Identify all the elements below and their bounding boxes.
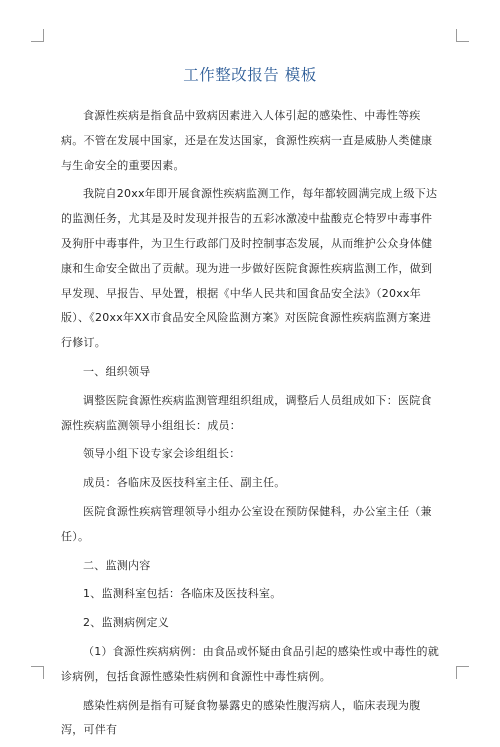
heading-organization: 一、组织领导	[83, 364, 151, 378]
paragraph-office: 医院食源性疾病管理领导小组办公室设在预防保健科，办公室主任（兼任）。	[61, 504, 432, 543]
paragraph-infectious-case: 感染性病例是指有可疑食物暴露史的感染性腹泻病人，临床表现为腹泻，可伴有	[61, 698, 421, 737]
document-body	[61, 104, 441, 747]
page-corner-mark-top-left	[31, 29, 44, 42]
paragraph-foodborne-case: （1）食源性疾病病例：由食品或怀疑由食品引起的感染性或中毒性的就诊病例，包括食源性感染性病例和食源性中毒性病例。	[61, 644, 439, 683]
paragraph-members: 成员：各临床及医技科室主任、副主任。	[83, 476, 286, 490]
page-corner-mark-bottom-right	[456, 666, 469, 679]
paragraph-intro: 食源性疾病是指食品中致病因素进入人体引起的感染性、中毒性等疾病。不管在发展中国家，还是在发达国家，食源性疾病一直是威胁人类健康与生命安全的重要因素。	[61, 109, 433, 172]
heading-monitoring-content: 二、监测内容	[83, 558, 151, 572]
page-corner-mark-top-right	[456, 29, 469, 42]
paragraph-expert-group: 领导小组下设专家会诊组组长：	[83, 447, 241, 461]
document-title: 工作整改报告 模板	[183, 66, 317, 84]
paragraph-background: 我院自20xx年即开展食源性疾病监测工作，每年都较圆满完成上级下达的监测任务，尤其是及时发现并报告的五彩冰激凌中盐酸克仑特罗中毒事件及狗肝中毒事件，为卫生行政部门及时控制事态发展，从而维护公众身体健康和生命安全做出了贡献。现为进一步做好医院食源性疾病监测工作，做到早发现、早报告、早处置，根据《中华人民共和国食品安全法》（20xx年版）、《20xx年XX市食品安全风险监测方案》对医院食源性疾病监测方案进行修订。	[61, 187, 438, 350]
paragraph-monitoring-departments: 1、监测科室包括：各临床及医技科室。	[83, 587, 282, 601]
page-corner-mark-bottom-left	[31, 666, 44, 679]
paragraph-case-definition: 2、监测病例定义	[83, 616, 169, 630]
paragraph-organization: 调整医院食源性疾病监测管理组织组成，调整后人员组成如下：医院食源性疾病监测领导小组组长：成员：	[61, 393, 432, 432]
